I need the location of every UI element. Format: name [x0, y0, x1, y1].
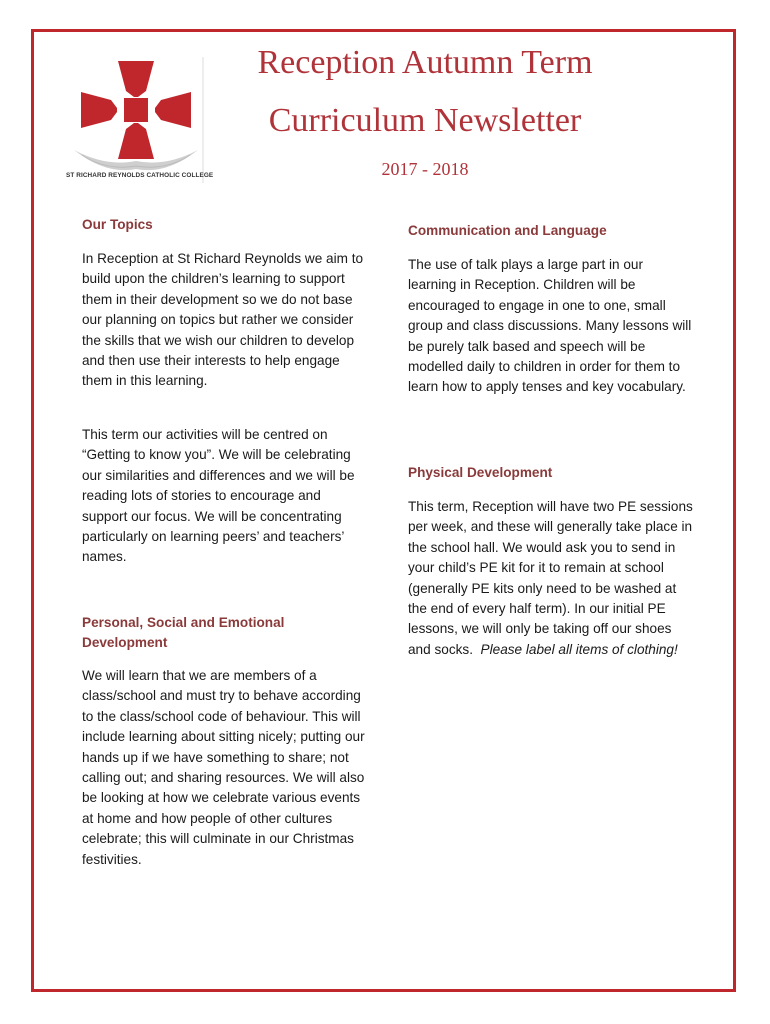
- cross-arm-right: [155, 92, 191, 128]
- communication-heading: Communication and Language: [408, 223, 607, 238]
- psed-paragraph: [82, 666, 367, 870]
- communication-text: The use of talk plays a large part in our learning in Reception. Children will be encouraged to engage in one to one, small group and class discussions. Many lessons will be purely talk based and speech will be modelled daily to children in order for them to learn how to apply tenses and key vocabulary.: [408, 257, 692, 395]
- our-topics-paragraph-2: [82, 425, 367, 568]
- communication-paragraph: [408, 255, 693, 398]
- physical-text: This term, Reception will have two PE sessions per week, and these will generally take place in the school hall. We would ask you to send in your child’s PE kit for it to remain at school (generally PE kits only need to be washed at the end of every half term). In our initial PE lessons, we will only be taking off our shoes and socks.: [408, 499, 693, 657]
- school-name: ST RICHARD REYNOLDS CATHOLIC COLLEGE: [66, 172, 214, 179]
- cross-arm-bottom: [118, 123, 154, 159]
- psed-heading: Personal, Social and Emotional Development: [82, 615, 285, 651]
- our-topics-text-2: This term our activities will be centred on “Getting to know you”. We will be celebrating our similarities and differences and we will be reading lots of stories to encourage and support our focus. We will be concentrating particularly on learning peers’ and teachers’ names.: [82, 427, 355, 565]
- page-title-line2: Curriculum Newsletter: [268, 102, 582, 139]
- cross-arm-top: [118, 61, 154, 97]
- our-topics-heading: Our Topics: [82, 217, 153, 232]
- school-crest-logo: [66, 55, 214, 185]
- cross-center: [124, 98, 148, 122]
- physical-clothing-note: Please label all items of clothing!: [480, 641, 678, 657]
- physical-paragraph: [408, 497, 693, 660]
- physical-paragraph-body: [408, 497, 693, 660]
- our-topics-paragraph-1: [82, 249, 367, 392]
- physical-heading: Physical Development: [408, 465, 553, 480]
- page-title-line1: Reception Autumn Term: [257, 44, 593, 81]
- psed-text: We will learn that we are members of a class/school and must try to behave according to the class/school code of behaviour. This will include learning about sitting nicely; putting our hands up if we have something to share; not calling out; and sharing resources. We will also be looking at how we celebrate various events at home and how people of other cultures celebrate; this will culminate in our Christmas festivities.: [82, 668, 365, 867]
- our-topics-text-1: In Reception at St Richard Reynolds we aim to build upon the children’s learning to support them in their development so we do not base our planning on topics but rather we consider the skills that we wish our children to develop and then use their interests to help engage them in this learning.: [82, 251, 364, 389]
- cross-arm-left: [81, 92, 117, 128]
- school-year: 2017 - 2018: [381, 159, 469, 179]
